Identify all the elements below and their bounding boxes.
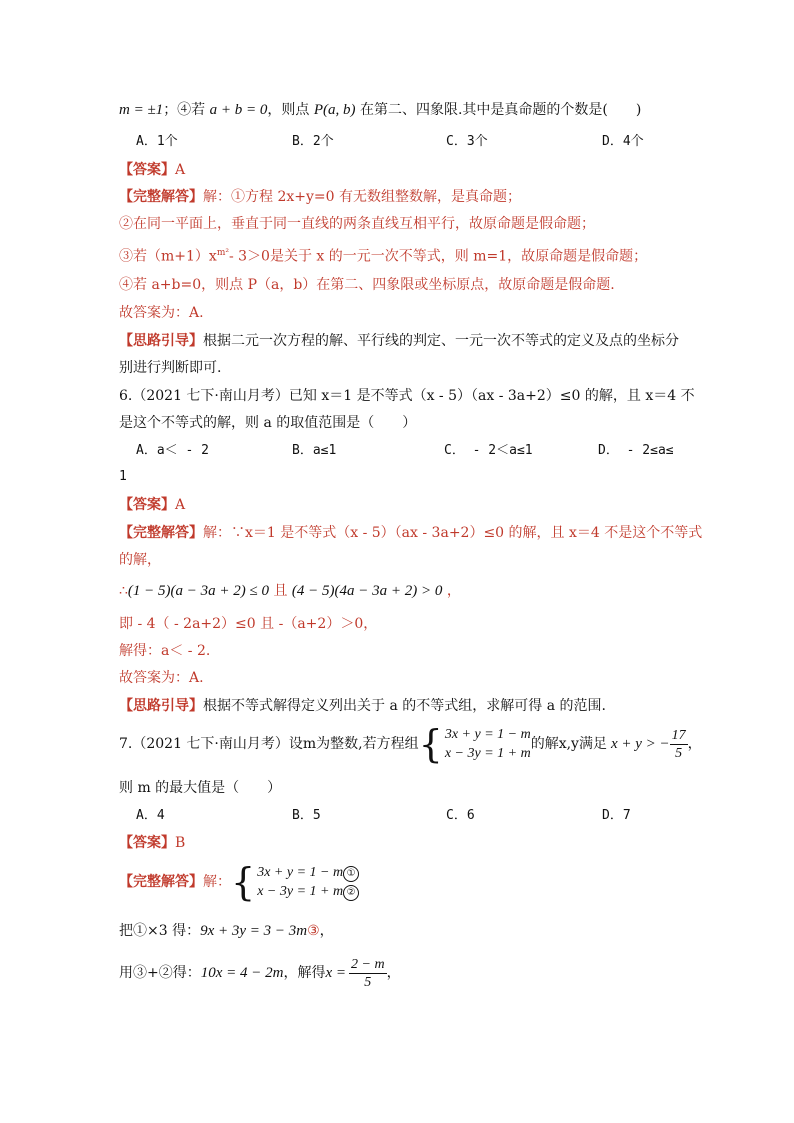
step-text: ， (386, 965, 401, 981)
step-text: ， (319, 923, 334, 939)
q6-option-a: A．a＜ - 2 (136, 443, 209, 458)
equation: x − 3y = 1 + m (444, 746, 531, 761)
equation-system (418, 722, 531, 766)
q7-step-2 (119, 953, 401, 993)
q6-hint (119, 696, 606, 716)
hint-text: 根据二元一次方程的解、平行线的判定、一元一次不等式的定义及点的坐标分 (203, 333, 679, 349)
math-expr: (4 − 5)(4a − 3a + 2) > 0 (291, 583, 443, 599)
q6-jiede-line: 解得：a＜ - 2. (119, 643, 211, 659)
solution-lead: 解： (203, 189, 231, 205)
stem-text: 的解x,y满足 (530, 736, 607, 752)
hint-tag: 【思路引导】 (119, 333, 203, 349)
q5-conclusion: 故答案为：A. (119, 305, 204, 321)
q5-option-d: D．4个 (602, 134, 644, 149)
numerator: 17 (671, 727, 686, 743)
q7-option-c: C．6 (446, 808, 475, 823)
q7-solution-line-1 (119, 860, 359, 904)
q7-stem-line-2: 则 m 的最大值是（ ） (119, 780, 282, 796)
q5-option-c: C．3个 (446, 134, 488, 149)
q6-option-d: D． - 2≤a≤ (598, 443, 674, 458)
math-expr: x + y > − (610, 736, 670, 752)
q7-option-a: A．4 (136, 808, 165, 823)
answer-tag: 【答案】 (119, 497, 175, 513)
q5-option-b: B．2个 (292, 134, 334, 149)
q6-therefore-line (119, 581, 461, 601)
answer-tag: 【答案】 (119, 835, 175, 851)
math-expr: x = (325, 965, 346, 981)
math-expr: m = ±1 (119, 102, 164, 118)
step-text: 用③+②得： (119, 965, 201, 981)
equation: 3x + y = 1 − m (444, 727, 531, 742)
q6-stem-line-1: 6.（2021 七下·南山月考）已知 x＝1 是不等式（x - 5）（ax - 3a+2）≤0 的解，且 x＝4 不 (119, 388, 695, 404)
q7-option-b: B．5 (292, 808, 321, 823)
solution-text: ， (442, 583, 461, 599)
math-expr: 10x = 4 − 2m (200, 965, 284, 981)
q6-ji-line: 即 - 4（ - 2a+2）≤0 且 -（a+2）＞0， (119, 616, 378, 632)
hint-tag: 【思路引导】 (119, 698, 203, 714)
q7-step-1 (119, 921, 334, 941)
step-text: 把①×3 得： (119, 923, 201, 939)
step-text: ，解得 (283, 965, 326, 981)
hint-text: 根据不等式解得定义列出关于 a 的不等式组，求解可得 a 的范围. (203, 698, 606, 714)
q6-stem-line-2: 是这个不等式的解，则 a 的取值范围是（ ） (119, 415, 417, 431)
solution-tag: 【完整解答】 (119, 189, 203, 205)
q6-option-d-wrap: 1 (119, 469, 127, 484)
q7-stem-line-1 (119, 724, 702, 764)
answer-value: A (175, 497, 186, 513)
solution-lead: 解： (203, 874, 231, 890)
solution-text: - 3＞0是关于 x 的一元一次不等式，则 m=1，故原命题是假命题； (228, 248, 648, 265)
denominator: 5 (675, 745, 683, 761)
brace-icon: { (418, 722, 443, 766)
stem-text: ，则点 (267, 102, 314, 118)
q6-answer (119, 495, 185, 515)
stem-text: ， (687, 736, 702, 752)
equation-system (231, 860, 359, 904)
q5-hint-line-1 (119, 331, 679, 351)
math-expr: a + b = 0 (209, 102, 268, 118)
q7-option-d: D．7 (602, 808, 631, 823)
q5-solution-line-2: ②在同一平面上，垂直于同一直线的两条直线互相平行，故原命题是假命题； (119, 216, 595, 232)
q6-solution-line-2: 的解， (119, 552, 161, 568)
circled-one-icon: ① (343, 866, 359, 882)
fraction (670, 727, 688, 762)
fraction (349, 956, 387, 991)
q6-option-c: C． - 2＜a≤1 (444, 443, 533, 458)
solution-tag: 【完整解答】 (119, 525, 203, 541)
solution-text: 且 (269, 583, 292, 599)
q5-answer (119, 160, 185, 180)
circled-two-icon: ② (343, 885, 359, 901)
q6-option-b: B．a≤1 (292, 443, 337, 458)
therefore-symbol: ∴ (119, 583, 128, 599)
answer-value: B (175, 835, 186, 851)
q5-solution-line-1 (119, 187, 521, 207)
q5-hint-line-2: 别进行判断即可. (119, 360, 222, 376)
equation: x − 3y = 1 + m (257, 884, 344, 899)
math-expr: P(a, b) (313, 102, 356, 118)
answer-tag: 【答案】 (119, 162, 175, 178)
stem-text: 7.（2021 七下·南山月考）设m为整数,若方程组 (119, 736, 419, 752)
q5-solution-line-3 (119, 243, 647, 267)
circled-three-icon: ③ (307, 923, 320, 939)
solution-text: ①方程 2x+y=0 有无数组整数解，是真命题； (231, 189, 521, 205)
q5-option-a: A．1个 (136, 134, 178, 149)
q5-solution-line-4: ④若 a+b=0，则点 P（a，b）在第二、四象限或坐标原点，故原命题是假命题. (119, 277, 615, 293)
q6-solution-line-1 (119, 523, 702, 543)
math-expr: (1 − 5)(a − 3a + 2) ≤ 0 (127, 583, 270, 599)
equation: 3x + y = 1 − m (257, 865, 344, 880)
q5-stem-end (119, 100, 641, 120)
numerator: 2 − m (351, 956, 385, 972)
stem-text: 在第二、四象限.其中是真命题的个数是( ) (355, 102, 642, 118)
solution-text: 解：∵x＝1 是不等式（x - 5）（ax - 3a+2）≤0 的解，且 x＝4 不是这个不等式 (203, 525, 703, 541)
math-expr: 9x + 3y = 3 − 3m (200, 923, 308, 939)
stem-text: ；④若 (163, 102, 210, 118)
brace-icon: { (231, 860, 256, 904)
solution-tag: 【完整解答】 (119, 874, 203, 890)
q7-answer (119, 833, 185, 853)
q6-conclusion: 故答案为：A. (119, 670, 204, 686)
answer-value: A (175, 162, 186, 178)
denominator: 5 (364, 974, 372, 990)
exponent: m² (216, 248, 229, 258)
solution-text: ③若（m+1）x (119, 248, 217, 265)
